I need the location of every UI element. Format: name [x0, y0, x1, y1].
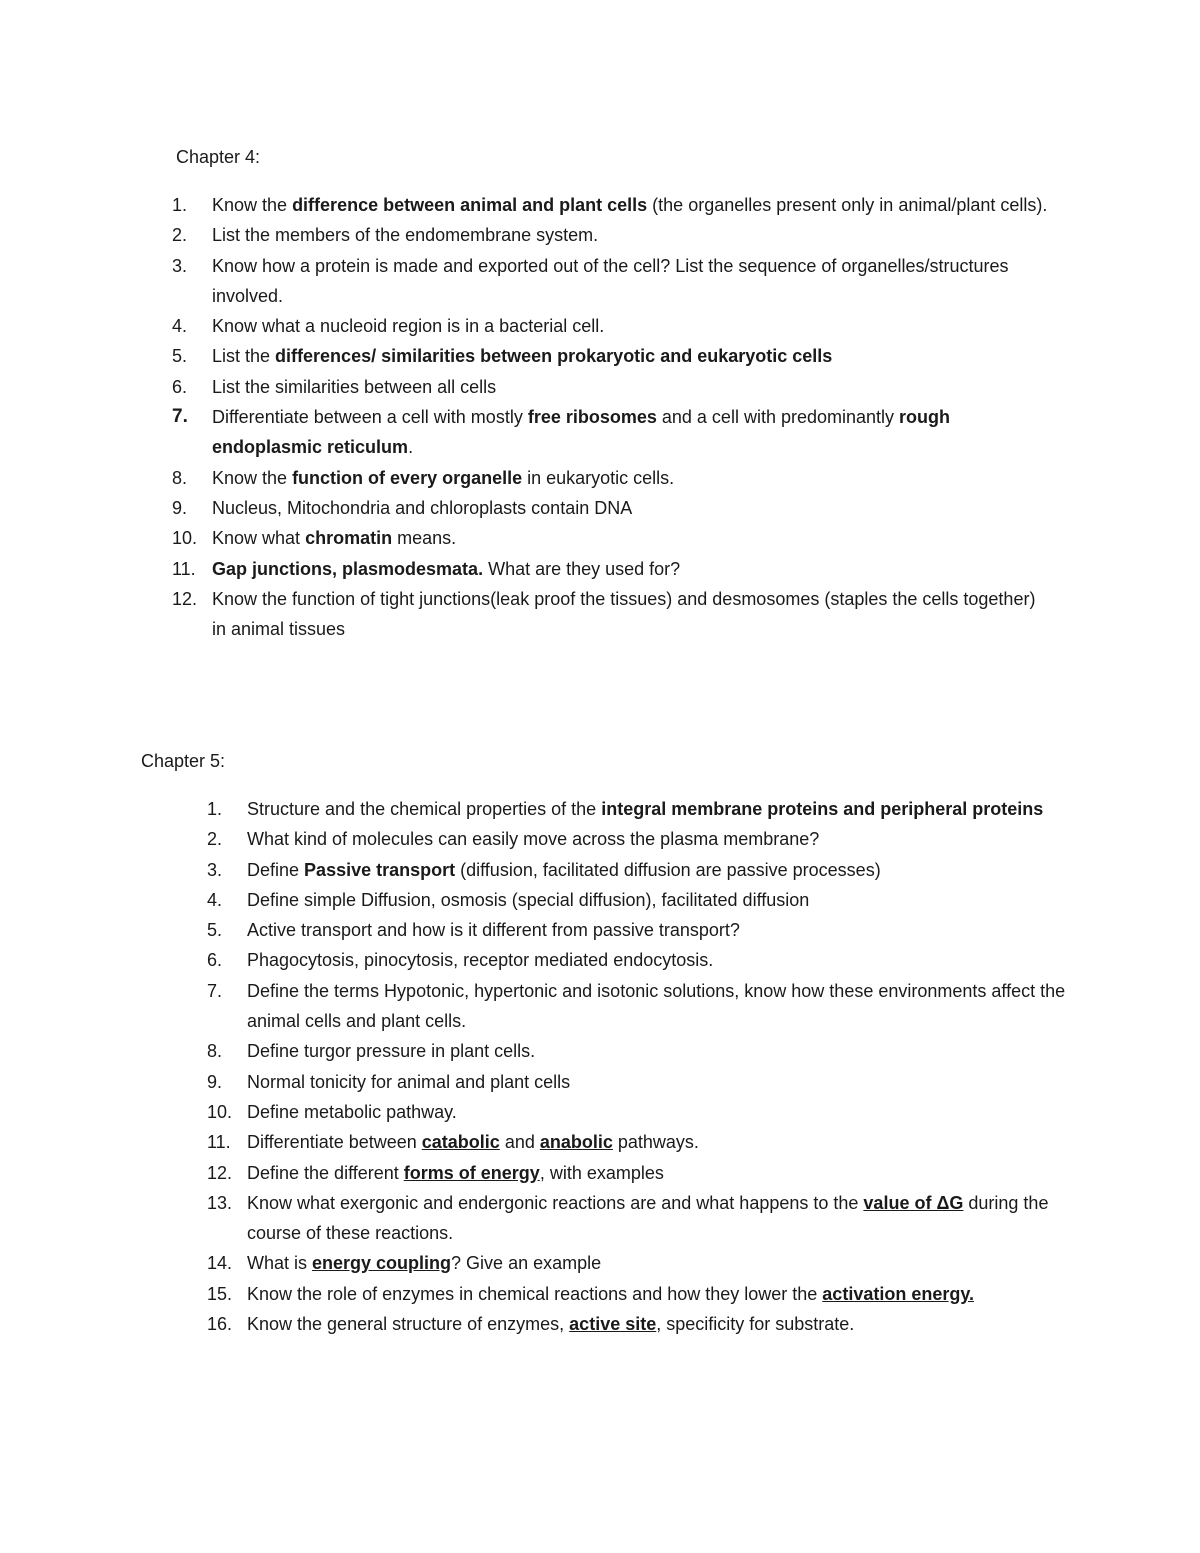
item-text: (the organelles present only in animal/plant cells). — [647, 195, 1048, 215]
item-number: 6. — [172, 376, 188, 397]
list-item — [207, 976, 1087, 1037]
item-text: Nucleus, Mitochondria and chloroplasts contain DNA — [212, 497, 633, 518]
item-number: 7. — [172, 406, 188, 428]
item-text: means. — [392, 528, 457, 549]
list-item — [207, 1248, 1087, 1278]
bold-term: rough endoplasmic reticulum — [212, 407, 951, 458]
item-number: 3. — [207, 859, 223, 880]
item-number: 4. — [207, 889, 223, 910]
underlined-term: active site — [569, 1314, 657, 1335]
item-text: Define — [247, 859, 305, 880]
item-text: List the — [212, 346, 276, 367]
list-item — [207, 1158, 1087, 1188]
underlined-term: energy coupling — [312, 1253, 452, 1274]
item-text: Phagocytosis, pinocytosis, receptor mediated endocytosis. — [247, 950, 714, 971]
bold-term: Passive transport — [304, 859, 456, 880]
bold-term: Gap junctions, plasmodesmata. — [212, 558, 484, 579]
list-item — [207, 824, 1087, 854]
list-item — [172, 372, 1052, 402]
item-number: 9. — [207, 1071, 223, 1092]
item-text: , specificity for substrate. — [656, 1314, 855, 1335]
item-text: What are they used for? — [483, 558, 681, 579]
list-item — [172, 190, 1052, 220]
item-text: List the similarities between all cells — [212, 376, 497, 397]
list-item — [207, 1127, 1087, 1157]
item-text: in eukaryotic cells. — [522, 467, 675, 488]
item-number: 11. — [172, 558, 196, 579]
list-item — [172, 463, 1052, 493]
item-number: 5. — [207, 920, 223, 941]
item-text: Define simple Diffusion, osmosis (special diffusion), facilitated diffusion — [247, 889, 810, 910]
underlined-term: forms of energy — [403, 1162, 540, 1183]
list-item — [172, 251, 1052, 312]
list-item — [172, 311, 1052, 341]
list-item — [207, 1188, 1087, 1249]
bold-term: chromatin — [305, 528, 393, 549]
item-number: 16. — [207, 1314, 233, 1335]
item-number: 8. — [207, 1041, 223, 1062]
underlined-term: value of ΔG — [863, 1192, 964, 1213]
item-number: 12. — [207, 1162, 233, 1183]
item-text: Define the different — [247, 1162, 404, 1183]
bold-term: differences/ similarities between prokaryotic and eukaryotic cells — [275, 346, 833, 367]
list-item — [207, 1309, 1087, 1339]
item-number: 5. — [172, 346, 188, 367]
bold-term: integral membrane proteins and peripheral proteins — [601, 799, 1044, 819]
item-text: during the course of these reactions. — [247, 1192, 1049, 1244]
list-item — [172, 523, 1052, 553]
bold-term: function of every organelle — [292, 467, 523, 488]
list-item — [207, 1067, 1087, 1097]
item-number: 15. — [207, 1283, 233, 1304]
item-number: 12. — [172, 588, 198, 609]
item-number: 8. — [172, 467, 188, 488]
item-text: What kind of molecules can easily move across the plasma membrane? — [247, 829, 820, 850]
item-text: What is — [247, 1253, 313, 1274]
item-text: Define the terms Hypotonic, hypertonic and isotonic solutions, know how these environments affect the animal cells and plant cells. — [247, 980, 1066, 1032]
list-item — [172, 493, 1052, 523]
item-text: pathways. — [612, 1132, 699, 1153]
bold-term: free ribosomes — [527, 407, 657, 428]
chapter-4-heading: Chapter 4: — [176, 147, 261, 167]
list-item — [172, 584, 1052, 645]
item-number: 4. — [172, 316, 188, 337]
list-item — [172, 341, 1052, 371]
item-text: Know the — [212, 467, 293, 488]
bold-term: difference between animal and plant cells — [292, 195, 648, 215]
item-number: 3. — [172, 255, 188, 276]
item-text: Structure and the chemical properties of the — [247, 799, 602, 819]
item-text: Know the role of enzymes in chemical reactions and how they lower the — [247, 1283, 823, 1304]
list-item — [207, 1036, 1087, 1066]
item-text: and a cell with predominantly — [656, 407, 900, 428]
list-item — [207, 885, 1087, 915]
item-text: List the members of the endomembrane system. — [212, 225, 599, 246]
item-text: . — [408, 437, 414, 458]
item-text: Differentiate between a cell with mostly — [212, 407, 528, 428]
item-text: Know how a protein is made and exported out of the cell? List the sequence of organelles/structures involved. — [212, 255, 1009, 306]
item-text: Know the — [212, 195, 293, 215]
list-item — [207, 945, 1087, 975]
item-text: Know what — [212, 528, 306, 549]
list-item — [207, 1279, 1087, 1309]
item-text: Know what a nucleoid region is in a bacterial cell. — [212, 316, 605, 337]
list-item — [172, 402, 1052, 463]
item-number: 13. — [207, 1192, 233, 1213]
underlined-term: catabolic — [421, 1132, 500, 1153]
item-text: Active transport and how is it different from passive transport? — [247, 920, 740, 941]
item-number: 2. — [207, 829, 223, 850]
item-text: ? Give an example — [451, 1253, 602, 1274]
item-number: 10. — [172, 528, 198, 549]
item-number: 2. — [172, 225, 188, 246]
item-text: Know what exergonic and endergonic reactions are and what happens to the — [247, 1192, 864, 1213]
chapter-4-question-list — [172, 190, 1052, 644]
list-item — [207, 915, 1087, 945]
item-text: , with examples — [539, 1162, 664, 1183]
item-text: Define metabolic pathway. — [247, 1101, 457, 1122]
item-number: 11. — [207, 1132, 231, 1153]
chapter-5-question-list — [207, 794, 1087, 1339]
item-text: Differentiate between — [247, 1132, 422, 1153]
list-item — [172, 554, 1052, 584]
item-number: 1. — [172, 195, 188, 215]
list-item — [207, 855, 1087, 885]
item-number: 7. — [207, 980, 223, 1001]
item-text: Know the function of tight junctions(leak proof the tissues) and desmosomes (staples the cells together) in animal tissues — [212, 588, 1036, 640]
chapter-5-heading: Chapter 5: — [141, 751, 226, 771]
item-text: and — [499, 1132, 540, 1153]
item-number: 10. — [207, 1101, 233, 1122]
item-number: 1. — [207, 799, 223, 819]
item-text: Define turgor pressure in plant cells. — [247, 1041, 536, 1062]
list-item — [207, 1097, 1087, 1127]
item-number: 14. — [207, 1253, 233, 1274]
item-text: Know the general structure of enzymes, — [247, 1314, 570, 1335]
item-number: 9. — [172, 497, 188, 518]
underlined-term: anabolic — [539, 1132, 613, 1153]
item-text: Normal tonicity for animal and plant cells — [247, 1071, 571, 1092]
list-item — [207, 794, 1087, 824]
underlined-term: activation energy. — [822, 1283, 975, 1304]
item-text: (diffusion, facilitated diffusion are passive processes) — [455, 859, 881, 880]
list-item — [172, 220, 1052, 250]
item-number: 6. — [207, 950, 223, 971]
